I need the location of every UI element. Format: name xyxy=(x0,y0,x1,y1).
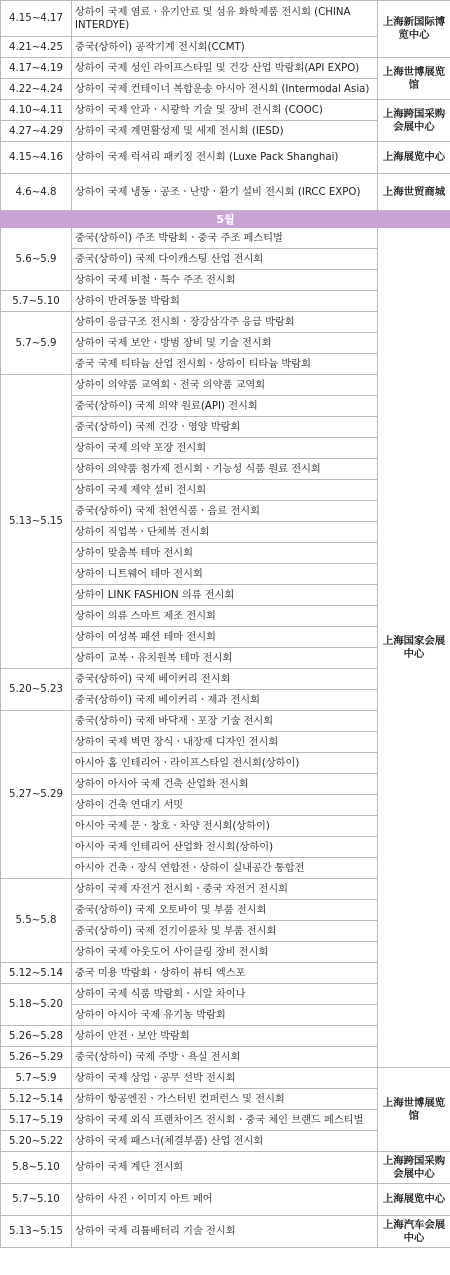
event-cell: 중국(상하이) 국제 오토바이 및 부품 전시회 xyxy=(72,900,378,921)
date-cell: 5.7~5.10 xyxy=(1,1184,72,1216)
event-cell: 중국 미용 박람회ㆍ상하이 뷰티 엑스포 xyxy=(72,963,378,984)
event-cell: 상하이 국제 식품 박람회ㆍ시알 차이나 xyxy=(72,984,378,1005)
event-cell: 상하이 응급구조 전시회ㆍ장강삼각주 응급 박람회 xyxy=(72,312,378,333)
event-cell: 상하이 건축 연대기 서밋 xyxy=(72,795,378,816)
event-cell: 상하이 국제 리튬배터리 기술 전시회 xyxy=(72,1216,378,1248)
venue-cell: 上海新国际博览中心 xyxy=(378,1,450,58)
event-cell: 중국(상하이) 국제 베이커리ㆍ제과 전시회 xyxy=(72,690,378,711)
date-cell: 5.17~5.19 xyxy=(1,1110,72,1131)
venue-cell: 上海汽车会展中心 xyxy=(378,1216,450,1248)
date-cell: 5.5~5.8 xyxy=(1,879,72,963)
event-cell: 아시아 국제 문ㆍ창호ㆍ차양 전시회(상하이) xyxy=(72,816,378,837)
event-cell: 상하이 맞춤복 테마 전시회 xyxy=(72,543,378,564)
event-cell: 상하이 국제 럭셔리 패키징 전시회 (Luxe Pack Shanghai) xyxy=(72,142,378,174)
event-cell: 중국(상하이) 국제 의약 원료(API) 전시회 xyxy=(72,396,378,417)
event-cell: 아시아 홈 인테리어ㆍ라이프스타일 전시회(상하이) xyxy=(72,753,378,774)
date-cell: 5.13~5.15 xyxy=(1,1216,72,1248)
venue-cell: 上海展览中心 xyxy=(378,1184,450,1216)
date-cell: 4.17~4.19 xyxy=(1,58,72,79)
date-cell: 4.21~4.25 xyxy=(1,37,72,58)
event-cell: 중국(상하이) 주조 박람회ㆍ중국 주조 페스티벌 xyxy=(72,228,378,249)
date-cell: 4.15~4.17 xyxy=(1,1,72,37)
event-cell: 상하이 국제 계단 전시회 xyxy=(72,1152,378,1184)
event-cell: 아시아 건축ㆍ장식 연합전ㆍ상하이 실내공간 통합전 xyxy=(72,858,378,879)
event-cell: 상하이 여성복 패션 테마 전시회 xyxy=(72,627,378,648)
date-cell: 4.22~4.24 xyxy=(1,79,72,100)
event-cell: 상하이 국제 벽면 장식ㆍ내장재 디자인 전시회 xyxy=(72,732,378,753)
date-cell: 5.20~5.23 xyxy=(1,669,72,711)
venue-cell: 上海世博展览馆 xyxy=(378,1068,450,1152)
event-cell: 상하이 국제 컨테이너 복합운송 아시아 전시회 (Intermodal Asia) xyxy=(72,79,378,100)
event-cell: 중국(상하이) 국제 주방ㆍ욕실 전시회 xyxy=(72,1047,378,1068)
date-cell: 5.18~5.20 xyxy=(1,984,72,1026)
event-cell: 상하이 국제 보안ㆍ방범 장비 및 기술 전시회 xyxy=(72,333,378,354)
event-cell: 상하이 국제 염료ㆍ유기안료 및 섬유 화학제품 전시회 (CHINA INTERDYE) xyxy=(72,1,378,37)
date-cell: 4.27~4.29 xyxy=(1,121,72,142)
date-cell: 5.7~5.9 xyxy=(1,1068,72,1089)
event-cell: 중국(상하이) 국제 바닥재ㆍ포장 기술 전시회 xyxy=(72,711,378,732)
date-cell: 4.10~4.11 xyxy=(1,100,72,121)
event-cell: 상하이 의류 스마트 제조 전시회 xyxy=(72,606,378,627)
event-cell: 중국 국제 티타늄 산업 전시회ㆍ상하이 티타늄 박람회 xyxy=(72,354,378,375)
venue-cell: 上海跨国采购会展中心 xyxy=(378,100,450,142)
event-cell: 중국(상하이) 국제 베이커리 전시회 xyxy=(72,669,378,690)
event-cell: 상하이 반려동물 박람회 xyxy=(72,291,378,312)
event-cell: 상하이 사진ㆍ이미지 아트 페어 xyxy=(72,1184,378,1216)
date-cell: 5.7~5.9 xyxy=(1,312,72,375)
event-cell: 상하이 LINK FASHION 의류 전시회 xyxy=(72,585,378,606)
event-cell: 상하이 니트웨어 테마 전시회 xyxy=(72,564,378,585)
event-cell: 상하이 직업복ㆍ단체복 전시회 xyxy=(72,522,378,543)
event-cell: 상하이 항공엔진ㆍ가스터빈 컨퍼런스 및 전시회 xyxy=(72,1089,378,1110)
event-cell: 상하이 아시아 국제 건축 산업화 전시회 xyxy=(72,774,378,795)
event-cell: 상하이 국제 성인 라이프스타일 및 건강 산업 박람회(API EXPO) xyxy=(72,58,378,79)
venue-cell: 上海世博展览馆 xyxy=(378,58,450,100)
date-cell: 5.27~5.29 xyxy=(1,711,72,879)
event-cell: 상하이 국제 상업ㆍ공무 선박 전시회 xyxy=(72,1068,378,1089)
event-cell: 상하이 국제 비철ㆍ특수 주조 전시회 xyxy=(72,270,378,291)
date-cell: 5.26~5.28 xyxy=(1,1026,72,1047)
date-cell: 5.6~5.9 xyxy=(1,228,72,291)
venue-cell: 上海展览中心 xyxy=(378,142,450,174)
date-cell: 5.8~5.10 xyxy=(1,1152,72,1184)
venue-cell: 上海跨国采购会展中心 xyxy=(378,1152,450,1184)
event-cell: 상하이 국제 패스너(체결부품) 산업 전시회 xyxy=(72,1131,378,1152)
event-cell: 상하이 의약품 첨가제 전시회ㆍ기능성 식품 원료 전시회 xyxy=(72,459,378,480)
event-cell: 중국(상하이) 공작기계 전시회(CCMT) xyxy=(72,37,378,58)
event-cell: 중국(상하이) 국제 전기이륜차 및 부품 전시회 xyxy=(72,921,378,942)
event-cell: 상하이 안전ㆍ보안 박람회 xyxy=(72,1026,378,1047)
date-cell: 5.26~5.29 xyxy=(1,1047,72,1068)
date-cell: 4.15~4.16 xyxy=(1,142,72,174)
event-cell: 상하이 국제 안과ㆍ시광학 기술 및 장비 전시회 (COOC) xyxy=(72,100,378,121)
month-header: 5월 xyxy=(1,211,450,228)
date-cell: 5.20~5.22 xyxy=(1,1131,72,1152)
date-cell: 5.13~5.15 xyxy=(1,375,72,669)
event-cell: 상하이 교복ㆍ유치원복 테마 전시회 xyxy=(72,648,378,669)
event-cell: 상하이 국제 외식 프랜차이즈 전시회ㆍ중국 체인 브랜드 페스티벌 xyxy=(72,1110,378,1131)
event-cell: 상하이 국제 계면활성제 및 세제 전시회 (IESD) xyxy=(72,121,378,142)
date-cell: 5.12~5.14 xyxy=(1,963,72,984)
date-cell: 5.12~5.14 xyxy=(1,1089,72,1110)
event-cell: 상하이 아시아 국제 유기농 박람회 xyxy=(72,1005,378,1026)
event-cell: 중국(상하이) 국제 천연식품ㆍ음료 전시회 xyxy=(72,501,378,522)
event-cell: 중국(상하이) 국제 건강ㆍ영양 박람회 xyxy=(72,417,378,438)
event-cell: 상하이 국제 아웃도어 사이클링 장비 전시회 xyxy=(72,942,378,963)
event-cell: 중국(상하이) 국제 다이캐스팅 산업 전시회 xyxy=(72,249,378,270)
event-cell: 상하이 국제 냉동ㆍ공조ㆍ난방ㆍ환기 설비 전시회 (IRCC EXPO) xyxy=(72,174,378,211)
event-cell: 아시아 국제 인테리어 산업화 전시회(상하이) xyxy=(72,837,378,858)
event-cell: 상하이 의약품 교역회ㆍ전국 의약품 교역회 xyxy=(72,375,378,396)
event-cell: 상하이 국제 의약 포장 전시회 xyxy=(72,438,378,459)
event-cell: 상하이 국제 제약 설비 전시회 xyxy=(72,480,378,501)
venue-cell: 上海世贸商城 xyxy=(378,174,450,211)
date-cell: 5.7~5.10 xyxy=(1,291,72,312)
venue-cell: 上海国家会展中心 xyxy=(378,228,450,1068)
date-cell: 4.6~4.8 xyxy=(1,174,72,211)
event-cell: 상하이 국제 자전거 전시회ㆍ중국 자전거 전시회 xyxy=(72,879,378,900)
